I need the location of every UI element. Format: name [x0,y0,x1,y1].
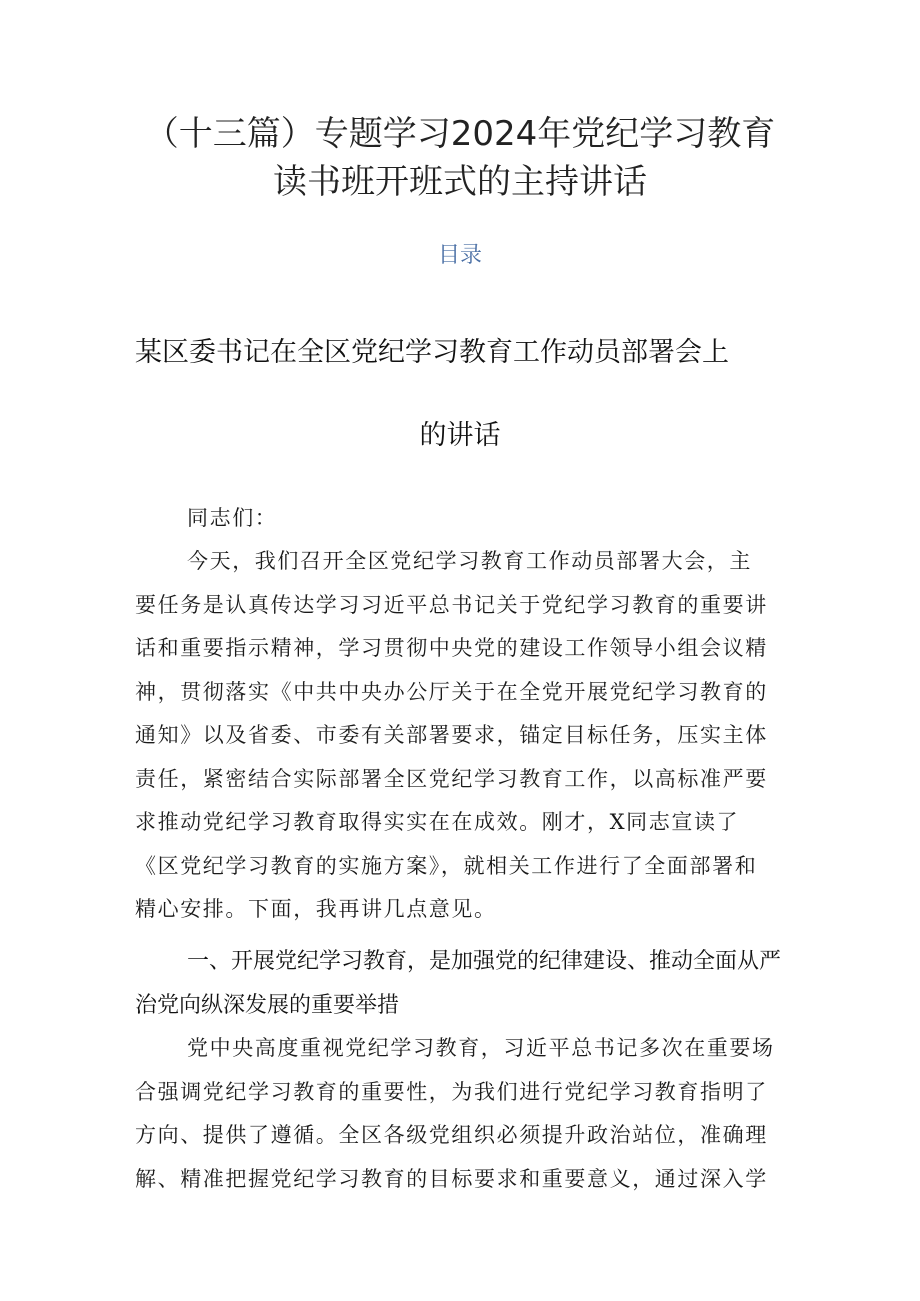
table-of-contents-link[interactable]: 目录 [437,243,482,268]
paragraph-line: 《区党纪学习教育的实施方案》，就相关工作进行了全面部署和 [135,853,758,878]
heading-line-2: 治党向纵深发展的重要举措 [135,992,400,1018]
section-title-line-2: 的讲话 [419,420,501,451]
heading-1 [135,940,790,1027]
paragraph-line: 要任务是认真传达学习习近平总书记关于党纪学习教育的重要讲 [135,592,768,617]
salutation: 同志们： [187,506,278,530]
paragraph-line: 精心安排。下面，我再讲几点意见。 [135,897,497,921]
paragraph-line: 今天，我们召开全区党纪学习教育工作动员部署大会，主 [187,549,752,573]
paragraph-2 [135,1027,790,1201]
paragraph-line: 党中央高度重视党纪学习教育，习近平总书记多次在重要场 [187,1036,775,1060]
paragraph-line: 方向、提供了遵循。全区各级党组织必须提升政治站位，准确理 [135,1123,768,1147]
paragraph-line: 话和重要指示精神，学习贯彻中央党的建设工作领导小组会议精 [135,636,768,660]
document-title-line-2: 读书班开班式的主持讲话 [273,162,647,202]
paragraph-1 [135,540,790,932]
paragraph-line: 解、精准把握党纪学习教育的目标要求和重要意义，通过深入学 [135,1166,768,1191]
paragraph-line: 求推动党纪学习教育取得实实在在成效。刚才，X同志宣读了 [135,810,740,834]
document-title [60,110,860,206]
paragraph-line: 责任，紧密结合实际部署全区党纪学习教育工作，以高标准严要 [135,766,768,791]
paragraph-line: 通知》以及省委、市委有关部署要求，锚定目标任务，压实主体 [135,723,768,747]
paragraph-line: 合强调党纪学习教育的重要性，为我们进行党纪学习教育指明了 [135,1079,768,1104]
section-title-line-1: 某区委书记在全区党纪学习教育工作动员部署会上 [135,337,729,368]
paragraph-line: 神，贯彻落实《中共中央办公厅关于在全党开展党纪学习教育的 [135,679,768,704]
document-title-line-1: （十三篇）专题学习2024年党纪学习教育 [144,114,776,154]
heading-line-1: 一、开展党纪学习教育，是加强党的纪律建设、推动全面从严 [187,949,782,974]
